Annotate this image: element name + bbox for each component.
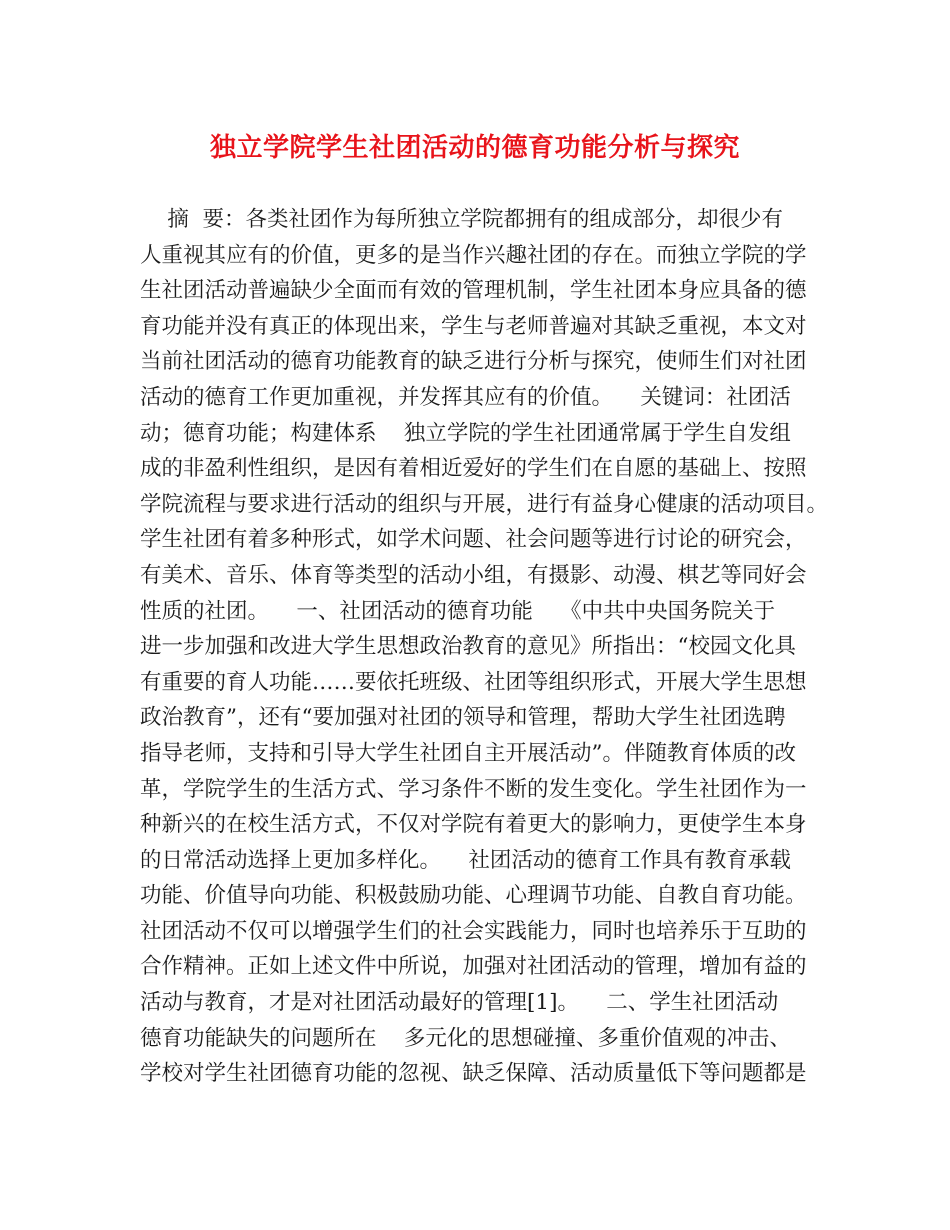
body-line: 种新兴的在校生活方式，不仅对学院有着更大的影响力，更使学生本身 [140, 812, 807, 838]
body-line: 学校对学生社团德育功能的忽视、缺乏保障、活动质量低下等问题都是 [140, 1061, 807, 1087]
document-title: 独立学院学生社团活动的德育功能分析与探究 [209, 133, 740, 163]
body-line: 社团活动不仅可以增强学生们的社会实践能力，同时也培养乐于互助的 [140, 918, 807, 944]
body-line: 性质的社团。 一、社团活动的德育功能 《中共中央国务院关于 [140, 598, 776, 624]
body-line: 育功能并没有真正的体现出来，学生与老师普遍对其缺乏重视，本文对 [140, 313, 807, 339]
body-line: 动；德育功能；构建体系 独立学院的学生社团通常属于学生自发组 [140, 420, 791, 446]
document-body [140, 202, 830, 1092]
body-line: 学院流程与要求进行活动的组织与开展，进行有益身心健康的活动项目。 [140, 491, 829, 517]
body-line: 进一步加强和改进大学生思想政治教育的意见》所指出：“校园文化具 [140, 634, 796, 660]
body-line: 功能、价值导向功能、积极鼓励功能、心理调节功能、自教自育功能。 [140, 883, 807, 909]
body-line: 的日常活动选择上更加多样化。 社团活动的德育工作具有教育承载 [140, 847, 791, 873]
body-line: 革，学院学生的生活方式、学习条件不断的发生变化。学生社团作为一 [140, 776, 807, 802]
body-line: 成的非盈利性组织，是因有着相近爱好的学生们在自愿的基础上、按照 [140, 456, 807, 482]
body-line: 有美术、音乐、体育等类型的活动小组，有摄影、动漫、棋艺等同好会 [140, 562, 807, 588]
body-line: 政治教育”，还有“要加强对社团的领导和管理，帮助大学生社团选聘 [140, 705, 786, 731]
body-line: 合作精神。正如上述文件中所说，加强对社团活动的管理，增加有益的 [140, 954, 807, 980]
body-line: 人重视其应有的价值，更多的是当作兴趣社团的存在。而独立学院的学 [140, 242, 807, 268]
body-line: 学生社团有着多种形式，如学术问题、社会问题等进行讨论的研究会， [140, 527, 807, 553]
body-line: 当前社团活动的德育功能教育的缺乏进行分析与探究，使师生们对社团 [140, 349, 807, 375]
body-line: 摘 要：各类社团作为每所独立学院都拥有的组成部分，却很少有 [140, 207, 784, 232]
body-line: 指导老师，支持和引导大学生社团自主开展活动”。伴随教育体质的改 [140, 740, 796, 766]
body-line: 活动的德育工作更加重视，并发挥其应有的价值。 关键词：社团活 [140, 384, 791, 410]
body-line: 德育功能缺失的问题所在 多元化的思想碰撞、多重价值观的冲击、 [140, 1025, 791, 1051]
body-line: 有重要的育人功能……要依托班级、社团等组织形式，开展大学生思想 [140, 669, 807, 695]
body-line: 生社团活动普遍缺少全面而有效的管理机制，学生社团本身应具备的德 [140, 278, 807, 304]
body-line: 活动与教育，才是对社团活动最好的管理[1]。 二、学生社团活动 [140, 990, 779, 1016]
